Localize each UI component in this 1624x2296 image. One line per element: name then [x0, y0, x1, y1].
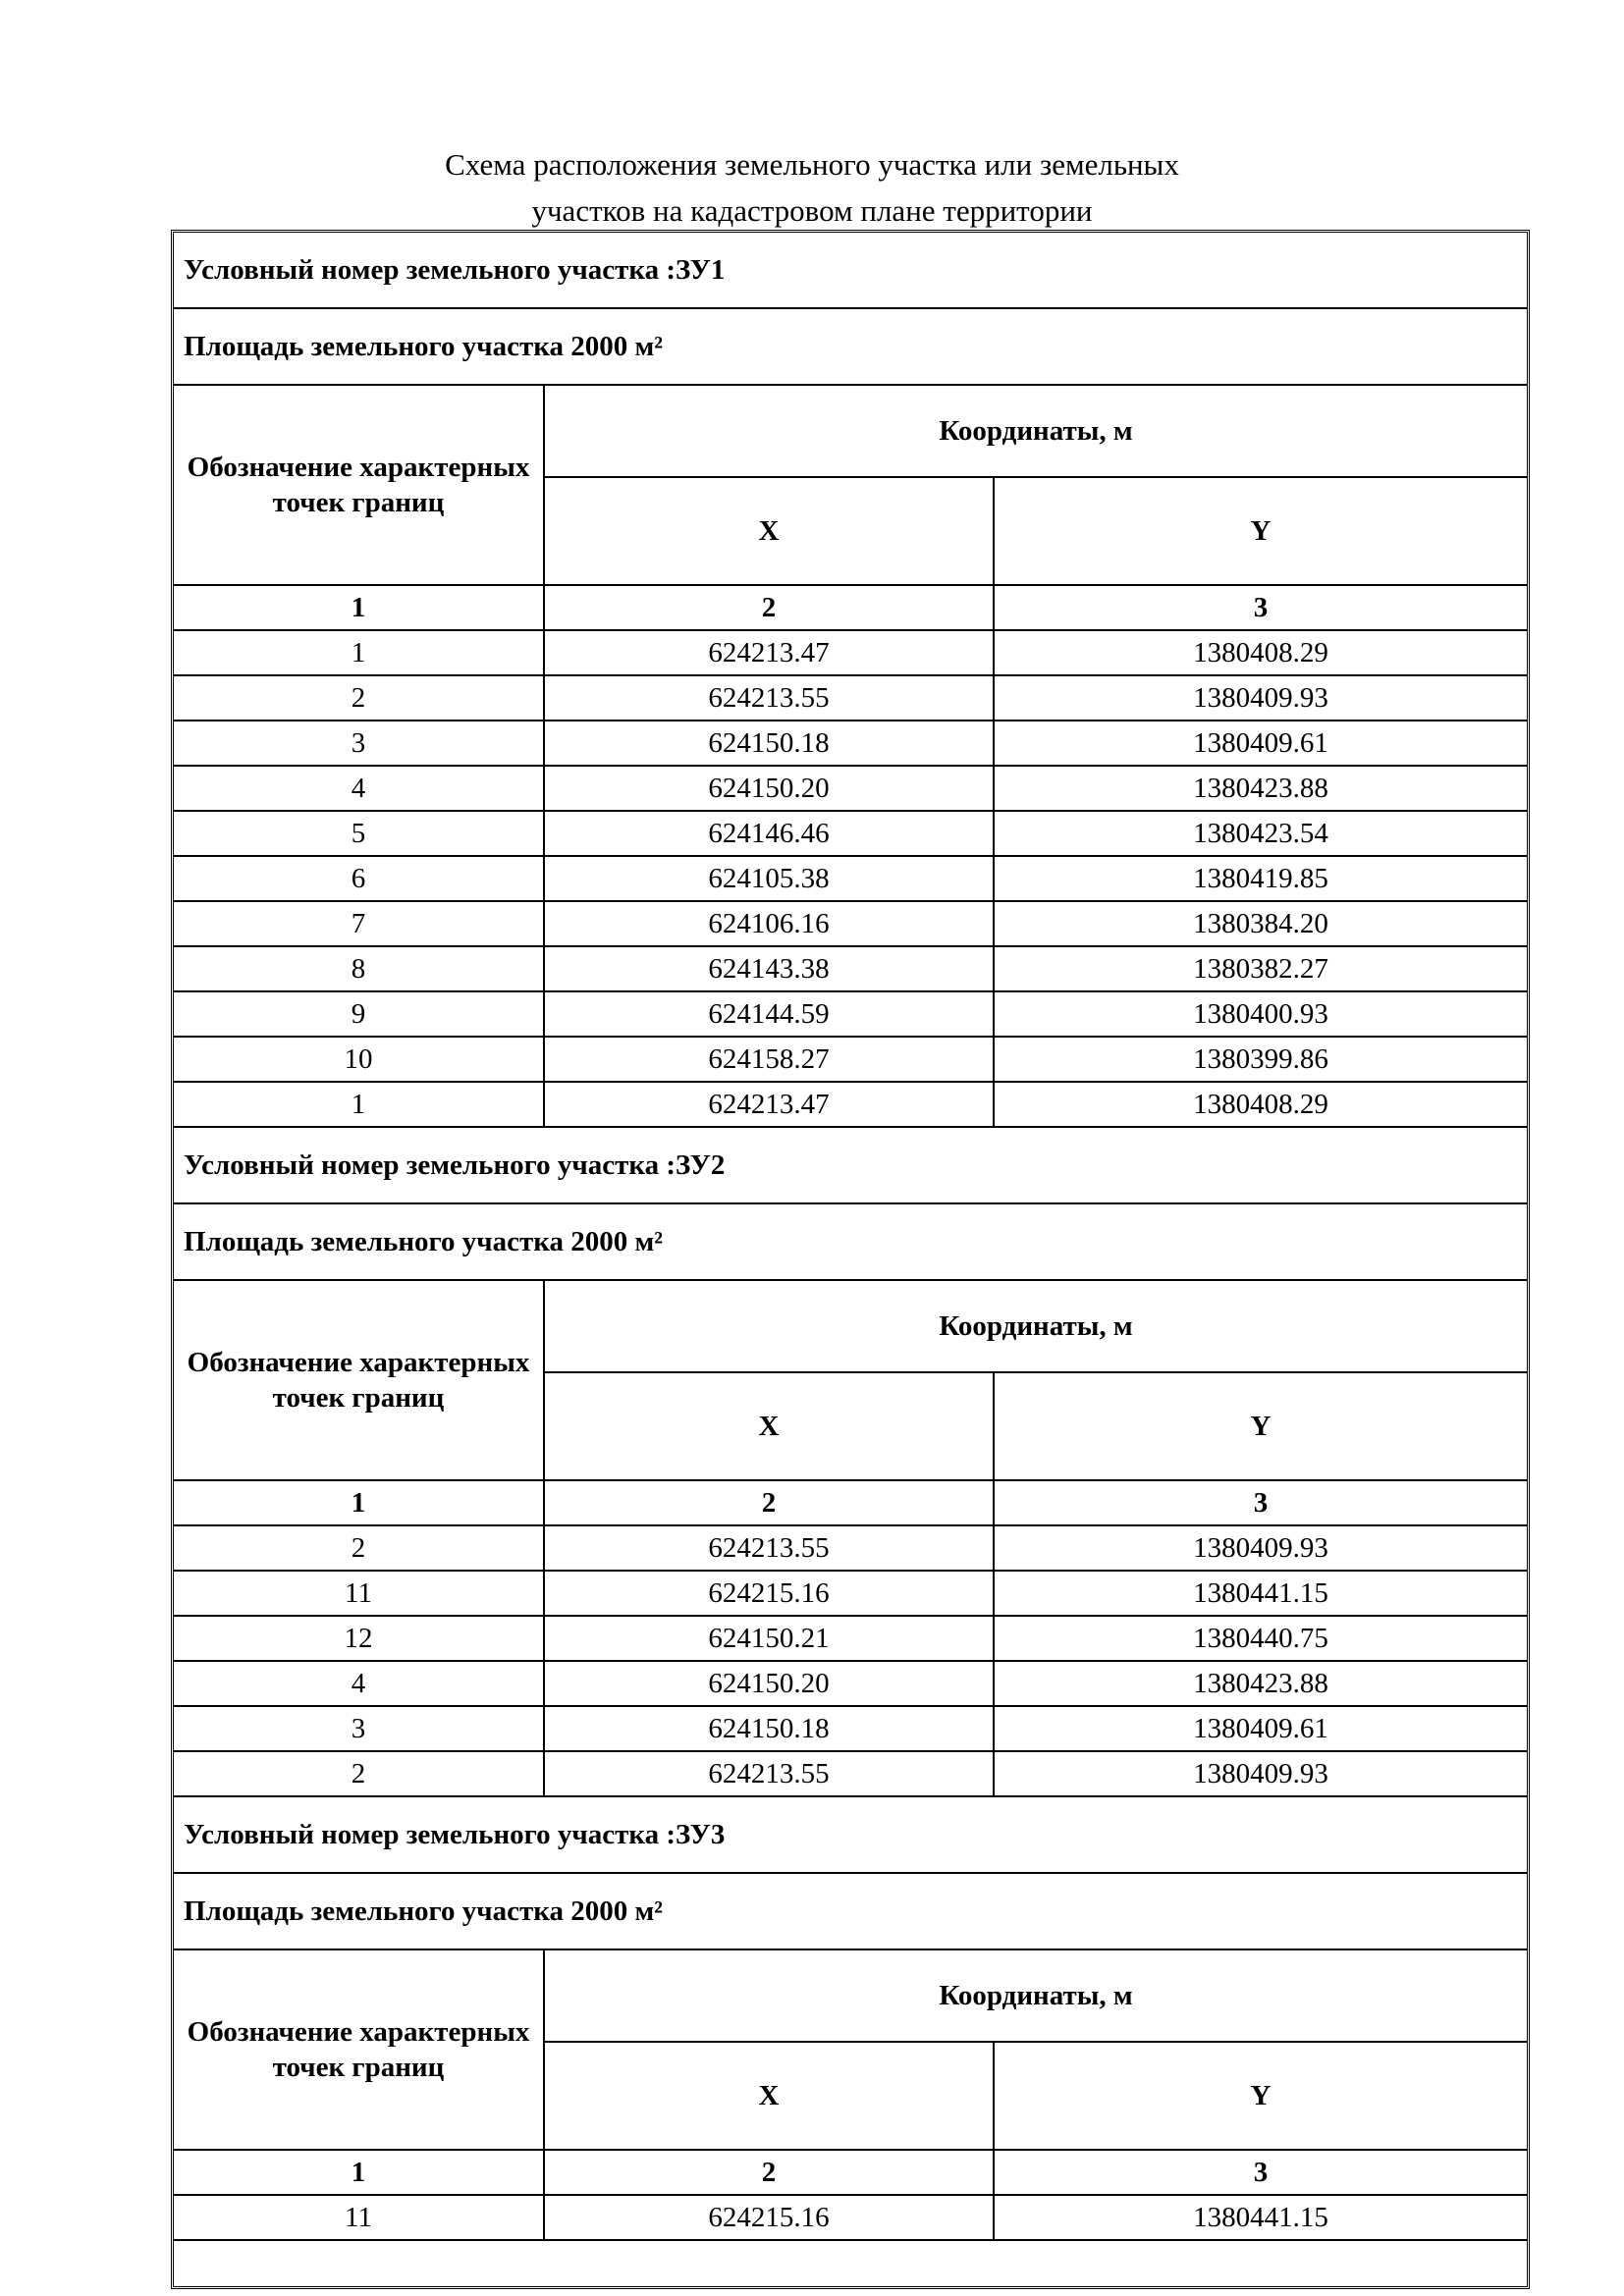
coordinates-table: [174, 233, 1527, 2241]
column-number-col3: 3: [994, 1480, 1527, 1525]
cell-y: 1380441.15: [994, 2195, 1527, 2240]
header-points: Обозначение характерных точек границ: [174, 1280, 544, 1480]
cell-x: 624213.55: [544, 1751, 994, 1796]
cell-point: 11: [174, 1571, 544, 1616]
cell-point: 7: [174, 901, 544, 946]
cell-y: 1380423.88: [994, 766, 1527, 811]
column-number-col2: 2: [544, 2150, 994, 2195]
cell-y: 1380399.86: [994, 1037, 1527, 1082]
table-row: [174, 1571, 1527, 1616]
section-area-row: [174, 1873, 1527, 1949]
section-title: Условный номер земельного участка :ЗУ1: [174, 233, 1527, 308]
column-number-row: [174, 2150, 1527, 2195]
cell-y: 1380382.27: [994, 946, 1527, 991]
section-title: Условный номер земельного участка :ЗУ2: [174, 1127, 1527, 1203]
table-row: [174, 1751, 1527, 1796]
section-title-row: [174, 233, 1527, 308]
table-row: [174, 946, 1527, 991]
section-area: Площадь земельного участка 2000 м²: [174, 308, 1527, 385]
cell-point: 4: [174, 766, 544, 811]
cell-point: 5: [174, 811, 544, 856]
cell-point: 4: [174, 1661, 544, 1706]
header-coordinates: Координаты, м: [544, 385, 1527, 477]
cell-y: 1380441.15: [994, 1571, 1527, 1616]
header-row: [174, 1949, 1527, 2042]
table-row: [174, 1525, 1527, 1571]
table-row: [174, 991, 1527, 1037]
cell-point: 11: [174, 2195, 544, 2240]
cell-x: 624146.46: [544, 811, 994, 856]
cell-point: 6: [174, 856, 544, 901]
cell-point: 2: [174, 1751, 544, 1796]
table-row: [174, 901, 1527, 946]
table-row: [174, 630, 1527, 675]
cell-x: 624150.18: [544, 1706, 994, 1751]
cell-x: 624215.16: [544, 2195, 994, 2240]
table-row: [174, 1616, 1527, 1661]
cell-x: 624213.55: [544, 675, 994, 721]
cell-point: 3: [174, 1706, 544, 1751]
column-number-col3: 3: [994, 2150, 1527, 2195]
cell-y: 1380409.61: [994, 1706, 1527, 1751]
cell-y: 1380419.85: [994, 856, 1527, 901]
header-x: X: [544, 2042, 994, 2150]
cell-x: 624144.59: [544, 991, 994, 1037]
header-x: X: [544, 1372, 994, 1480]
cell-x: 624158.27: [544, 1037, 994, 1082]
section-title: Условный номер земельного участка :ЗУ3: [174, 1796, 1527, 1873]
cell-x: 624150.20: [544, 766, 994, 811]
cell-y: 1380409.93: [994, 1525, 1527, 1571]
column-number-col2: 2: [544, 585, 994, 630]
header-y: Y: [994, 2042, 1527, 2150]
table-row: [174, 856, 1527, 901]
cell-y: 1380440.75: [994, 1616, 1527, 1661]
cell-x: 624150.18: [544, 721, 994, 766]
header-points: Обозначение характерных точек границ: [174, 1949, 544, 2150]
cell-x: 624213.47: [544, 1082, 994, 1127]
cell-point: 10: [174, 1037, 544, 1082]
cell-point: 9: [174, 991, 544, 1037]
header-coordinates: Координаты, м: [544, 1280, 1527, 1372]
cell-point: 1: [174, 1082, 544, 1127]
cell-y: 1380400.93: [994, 991, 1527, 1037]
cell-point: 1: [174, 630, 544, 675]
column-number-row: [174, 1480, 1527, 1525]
header-x: X: [544, 477, 994, 585]
table-row: [174, 2195, 1527, 2240]
cell-y: 1380423.54: [994, 811, 1527, 856]
cell-x: 624150.21: [544, 1616, 994, 1661]
cell-x: 624213.47: [544, 630, 994, 675]
header-points: Обозначение характерных точек границ: [174, 385, 544, 585]
header-row: [174, 385, 1527, 477]
cell-point: 12: [174, 1616, 544, 1661]
cell-x: 624143.38: [544, 946, 994, 991]
cell-y: 1380409.93: [994, 675, 1527, 721]
cell-y: 1380408.29: [994, 1082, 1527, 1127]
header-row: [174, 1280, 1527, 1372]
header-y: Y: [994, 477, 1527, 585]
table-row: [174, 1082, 1527, 1127]
section-title-row: [174, 1127, 1527, 1203]
section-area: Площадь земельного участка 2000 м²: [174, 1873, 1527, 1949]
cell-point: 8: [174, 946, 544, 991]
cell-y: 1380384.20: [994, 901, 1527, 946]
page-title: [0, 141, 1624, 234]
section-area-row: [174, 1203, 1527, 1280]
table-row: [174, 721, 1527, 766]
header-y: Y: [994, 1372, 1527, 1480]
column-number-col2: 2: [544, 1480, 994, 1525]
section-area: Площадь земельного участка 2000 м²: [174, 1203, 1527, 1280]
cell-x: 624105.38: [544, 856, 994, 901]
cell-point: 3: [174, 721, 544, 766]
cell-y: 1380409.61: [994, 721, 1527, 766]
cell-point: 2: [174, 1525, 544, 1571]
table-row: [174, 811, 1527, 856]
cell-y: 1380423.88: [994, 1661, 1527, 1706]
cell-x: 624215.16: [544, 1571, 994, 1616]
column-number-col1: 1: [174, 1480, 544, 1525]
table-row: [174, 766, 1527, 811]
cell-x: 624106.16: [544, 901, 994, 946]
title-line-1: Схема расположения земельного участка или земельных: [445, 147, 1179, 182]
table-row: [174, 1706, 1527, 1751]
column-number-col1: 1: [174, 2150, 544, 2195]
header-coordinates: Координаты, м: [544, 1949, 1527, 2042]
table-row: [174, 1037, 1527, 1082]
table-row: [174, 675, 1527, 721]
cell-y: 1380408.29: [994, 630, 1527, 675]
cell-x: 624150.20: [544, 1661, 994, 1706]
coordinates-table-body: [174, 233, 1527, 2240]
title-line-2: участков на кадастровом плане территории: [531, 193, 1093, 228]
column-number-col3: 3: [994, 585, 1527, 630]
section-area-row: [174, 308, 1527, 385]
section-title-row: [174, 1796, 1527, 1873]
column-number-col1: 1: [174, 585, 544, 630]
table-row: [174, 1661, 1527, 1706]
column-number-row: [174, 585, 1527, 630]
cell-x: 624213.55: [544, 1525, 994, 1571]
cell-point: 2: [174, 675, 544, 721]
coordinates-table-frame: [171, 230, 1530, 2289]
cell-y: 1380409.93: [994, 1751, 1527, 1796]
